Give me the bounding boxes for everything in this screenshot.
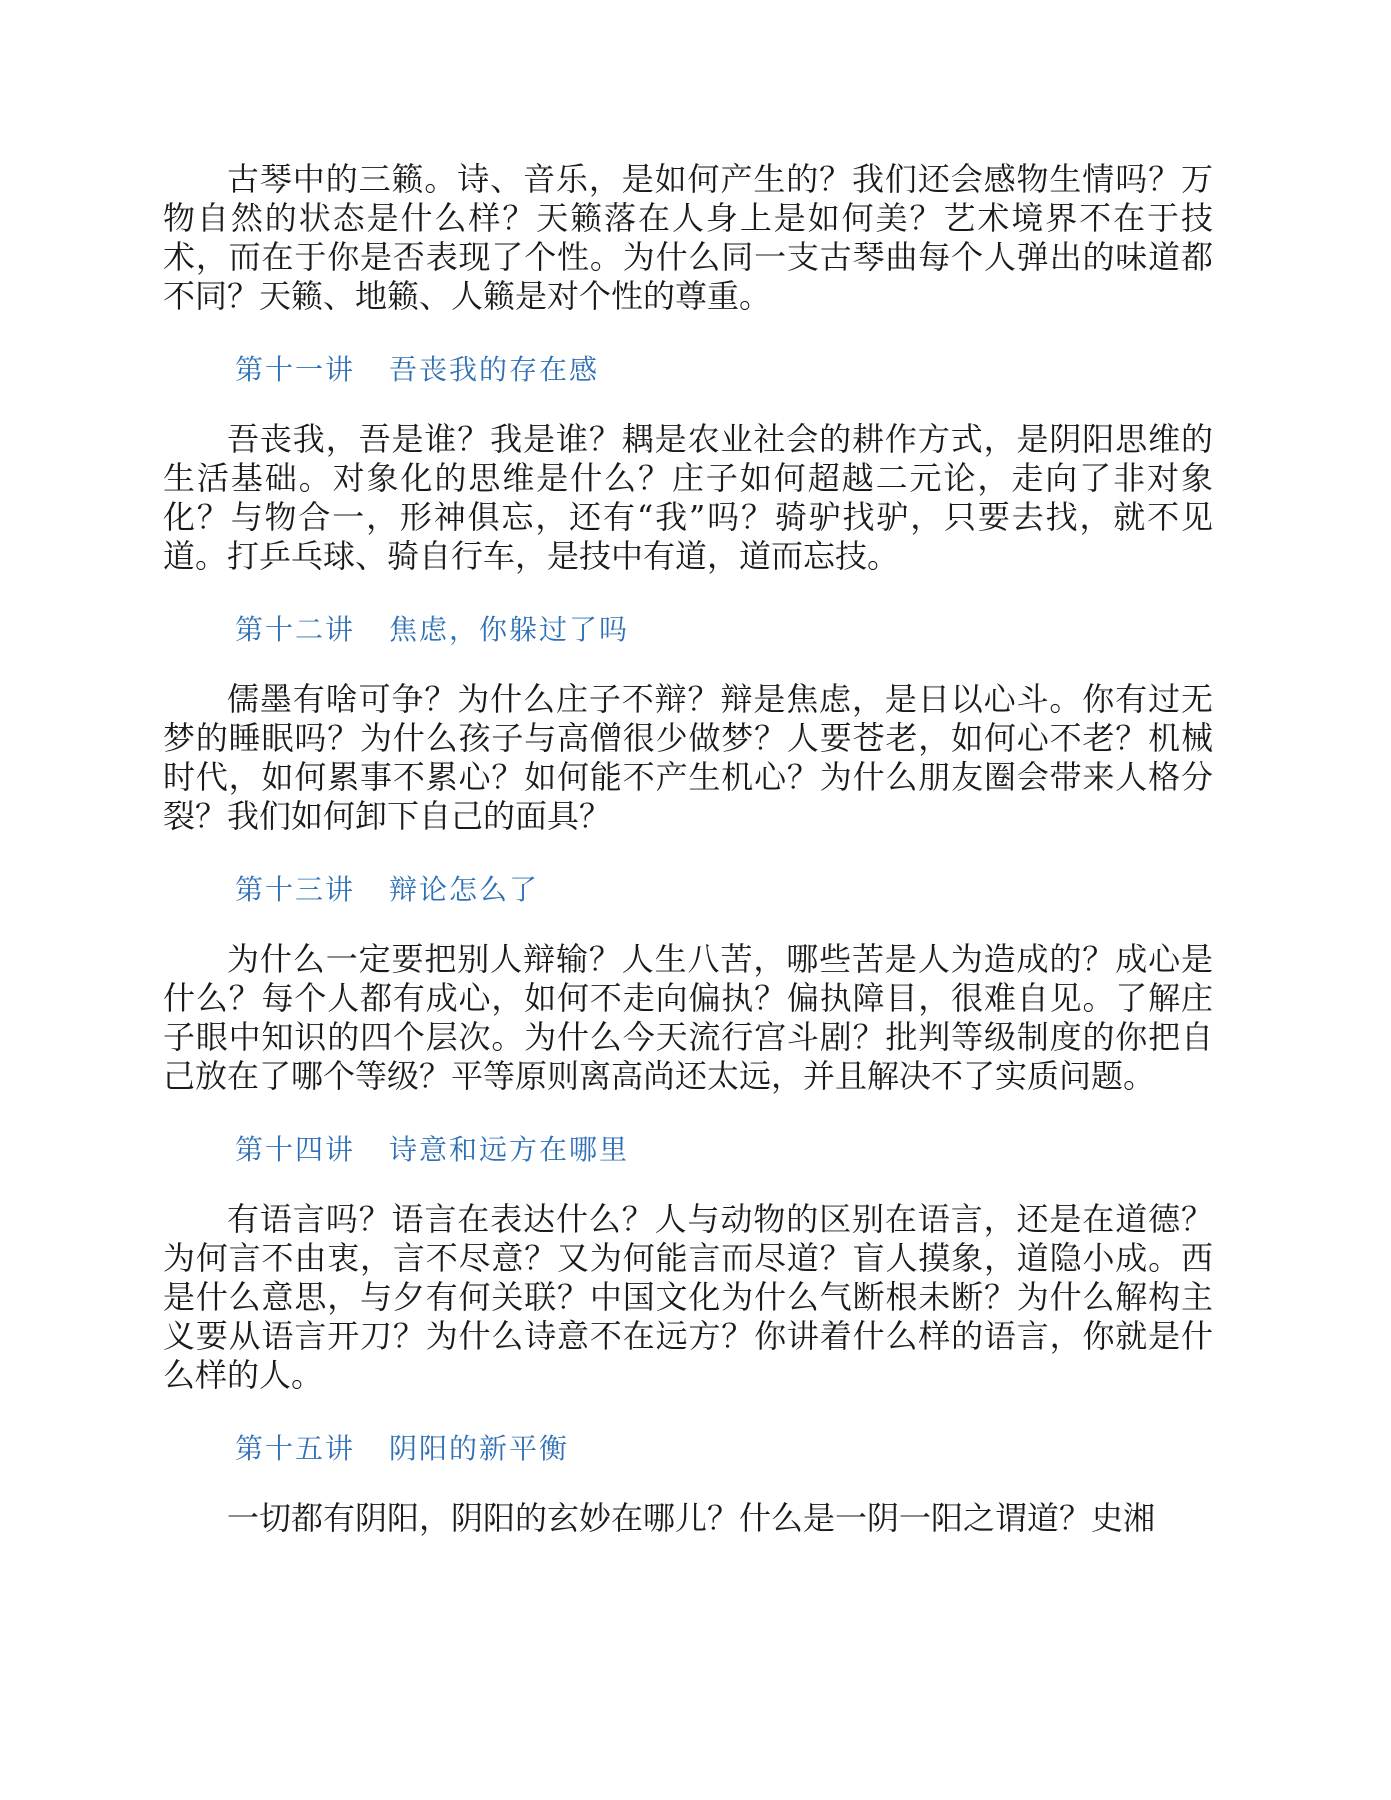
lecture-title: 阴阳的新平衡 (389, 1432, 570, 1465)
lecture-number: 第十一讲 (235, 353, 356, 386)
paragraph-lecture-14: 有语言吗？语言在表达什么？人与动物的区别在语言，还是在道德？为何言不由衷，言不尽意？又为何能言而尽道？盲人摸象，道隐小成。西是什么意思，与夕有何关联？中国文化为什么气断根未断？为什么解构主义要从语言开刀？为什么诗意不在远方？你讲着什么样的语言，你就是什么样的人。 (163, 1200, 1213, 1394)
paragraph-lecture-12: 儒墨有啥可争？为什么庄子不辩？辩是焦虑，是日以心斗。你有过无梦的睡眠吗？为什么孩子与高僧很少做梦？人要苍老，如何心不老？机械时代，如何累事不累心？如何能不产生机心？为什么朋友圈会带来人格分裂？我们如何卸下自己的面具？ (163, 680, 1213, 835)
lecture-title: 焦虑，你躲过了吗 (389, 613, 630, 646)
lecture-heading-15 (163, 1431, 1213, 1467)
paragraph-lecture-15: 一切都有阴阳，阴阳的玄妙在哪儿？什么是一阴一阳之谓道？史湘 (227, 1499, 1156, 1537)
lecture-title: 吾丧我的存在感 (389, 353, 600, 386)
lecture-title: 诗意和远方在哪里 (389, 1133, 630, 1166)
lecture-heading-14 (163, 1132, 1213, 1168)
lecture-title: 辩论怎么了 (389, 873, 540, 906)
lecture-number: 第十三讲 (235, 873, 356, 906)
lecture-number: 第十四讲 (235, 1133, 356, 1166)
paragraph-intro: 古琴中的三籁。诗、音乐，是如何产生的？我们还会感物生情吗？万物自然的状态是什么样？天籁落在人身上是如何美？艺术境界不在于技术，而在于你是否表现了个性。为什么同一支古琴曲每个人弹出的味道都不同？天籁、地籁、人籁是对个性的尊重。 (163, 160, 1213, 315)
paragraph-lecture-13: 为什么一定要把别人辩输？人生八苦，哪些苦是人为造成的？成心是什么？每个人都有成心，如何不走向偏执？偏执障目，很难自见。了解庄子眼中知识的四个层次。为什么今天流行宫斗剧？批判等级制度的你把自己放在了哪个等级？平等原则离高尚还太远，并且解决不了实质问题。 (163, 940, 1213, 1095)
lecture-heading-11 (163, 352, 1213, 388)
document-page (163, 160, 1213, 1538)
lecture-heading-13 (163, 872, 1213, 908)
lecture-heading-12 (163, 612, 1213, 648)
lecture-number: 第十五讲 (235, 1432, 356, 1465)
lecture-number: 第十二讲 (235, 613, 356, 646)
paragraph-lecture-11: 吾丧我，吾是谁？我是谁？耦是农业社会的耕作方式，是阴阳思维的生活基础。对象化的思维是什么？庄子如何超越二元论，走向了非对象化？与物合一，形神俱忘，还有“我”吗？骑驴找驴，只要去找，就不见道。打乒乓球、骑自行车，是技中有道，道而忘技。 (163, 420, 1213, 575)
